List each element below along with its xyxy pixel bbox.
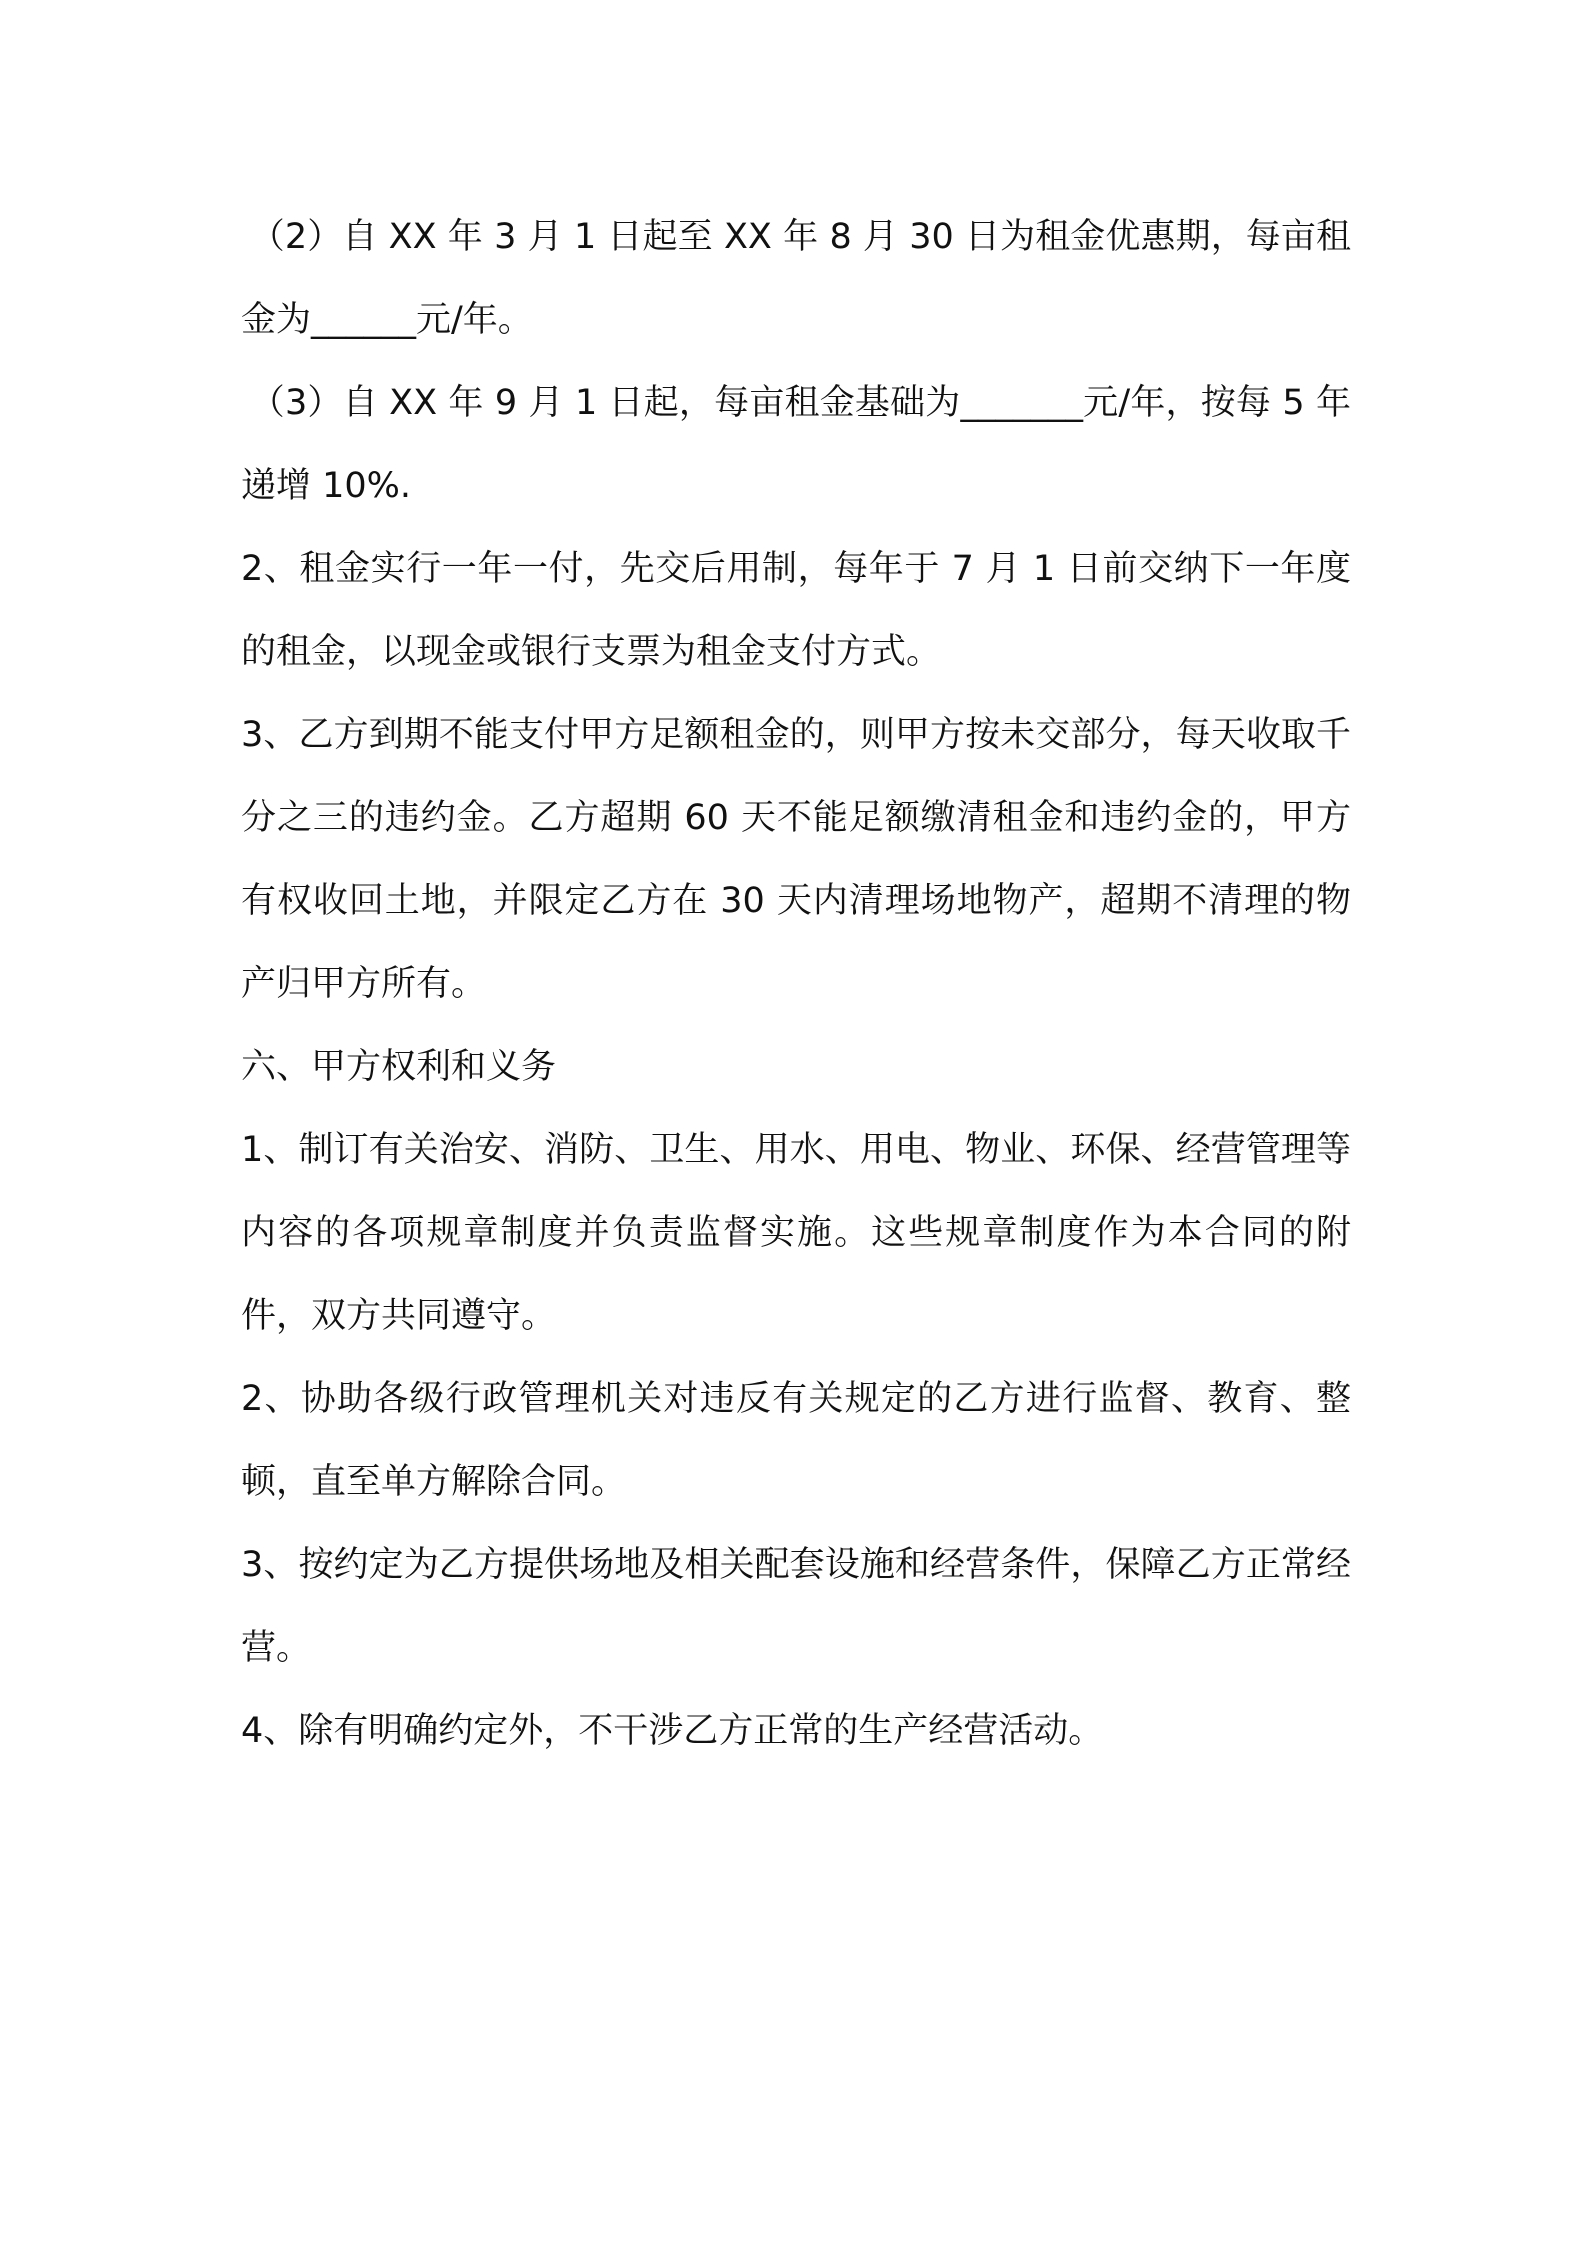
paragraph-late-payment: 3、乙方到期不能支付甲方足额租金的，则甲方按未交部分，每天收取千分之三的违约金。乙方超期 60 天不能足额缴清租金和违约金的，甲方有权收回土地，并限定乙方在 30 天内清理场地物产，超期不清理的物产归甲方所有。 bbox=[241, 715, 1351, 1004]
paragraph-rent-base: （3）自 XX 年 9 月 1 日起，每亩租金基础为_______元/年，按每 5 年递增 10%. bbox=[241, 383, 1351, 506]
paragraph-rent-payment: 2、租金实行一年一付，先交后用制，每年于 7 月 1 日前交纳下一年度的租金，以现金或银行支票为租金支付方式。 bbox=[241, 549, 1351, 672]
paragraph-assist-authorities: 2、协助各级行政管理机关对违反有关规定的乙方进行监督、教育、整顿，直至单方解除合同。 bbox=[241, 1379, 1351, 1502]
paragraph-rules-regulations: 1、制订有关治安、消防、卫生、用水、用电、物业、环保、经营管理等内容的各项规章制度并负责监督实施。这些规章制度作为本合同的附件，双方共同遵守。 bbox=[241, 1130, 1351, 1336]
paragraph-provide-site: 3、按约定为乙方提供场地及相关配套设施和经营条件，保障乙方正常经营。 bbox=[241, 1545, 1351, 1668]
section-heading-party-a-rights: 六、甲方权利和义务 bbox=[241, 1047, 557, 1087]
document-body bbox=[241, 196, 1351, 1773]
paragraph-non-interference: 4、除有明确约定外，不干涉乙方正常的生产经营活动。 bbox=[241, 1711, 1104, 1751]
paragraph-rent-discount-period: （2）自 XX 年 3 月 1 日起至 XX 年 8 月 30 日为租金优惠期，每亩租金为______元/年。 bbox=[241, 217, 1351, 340]
